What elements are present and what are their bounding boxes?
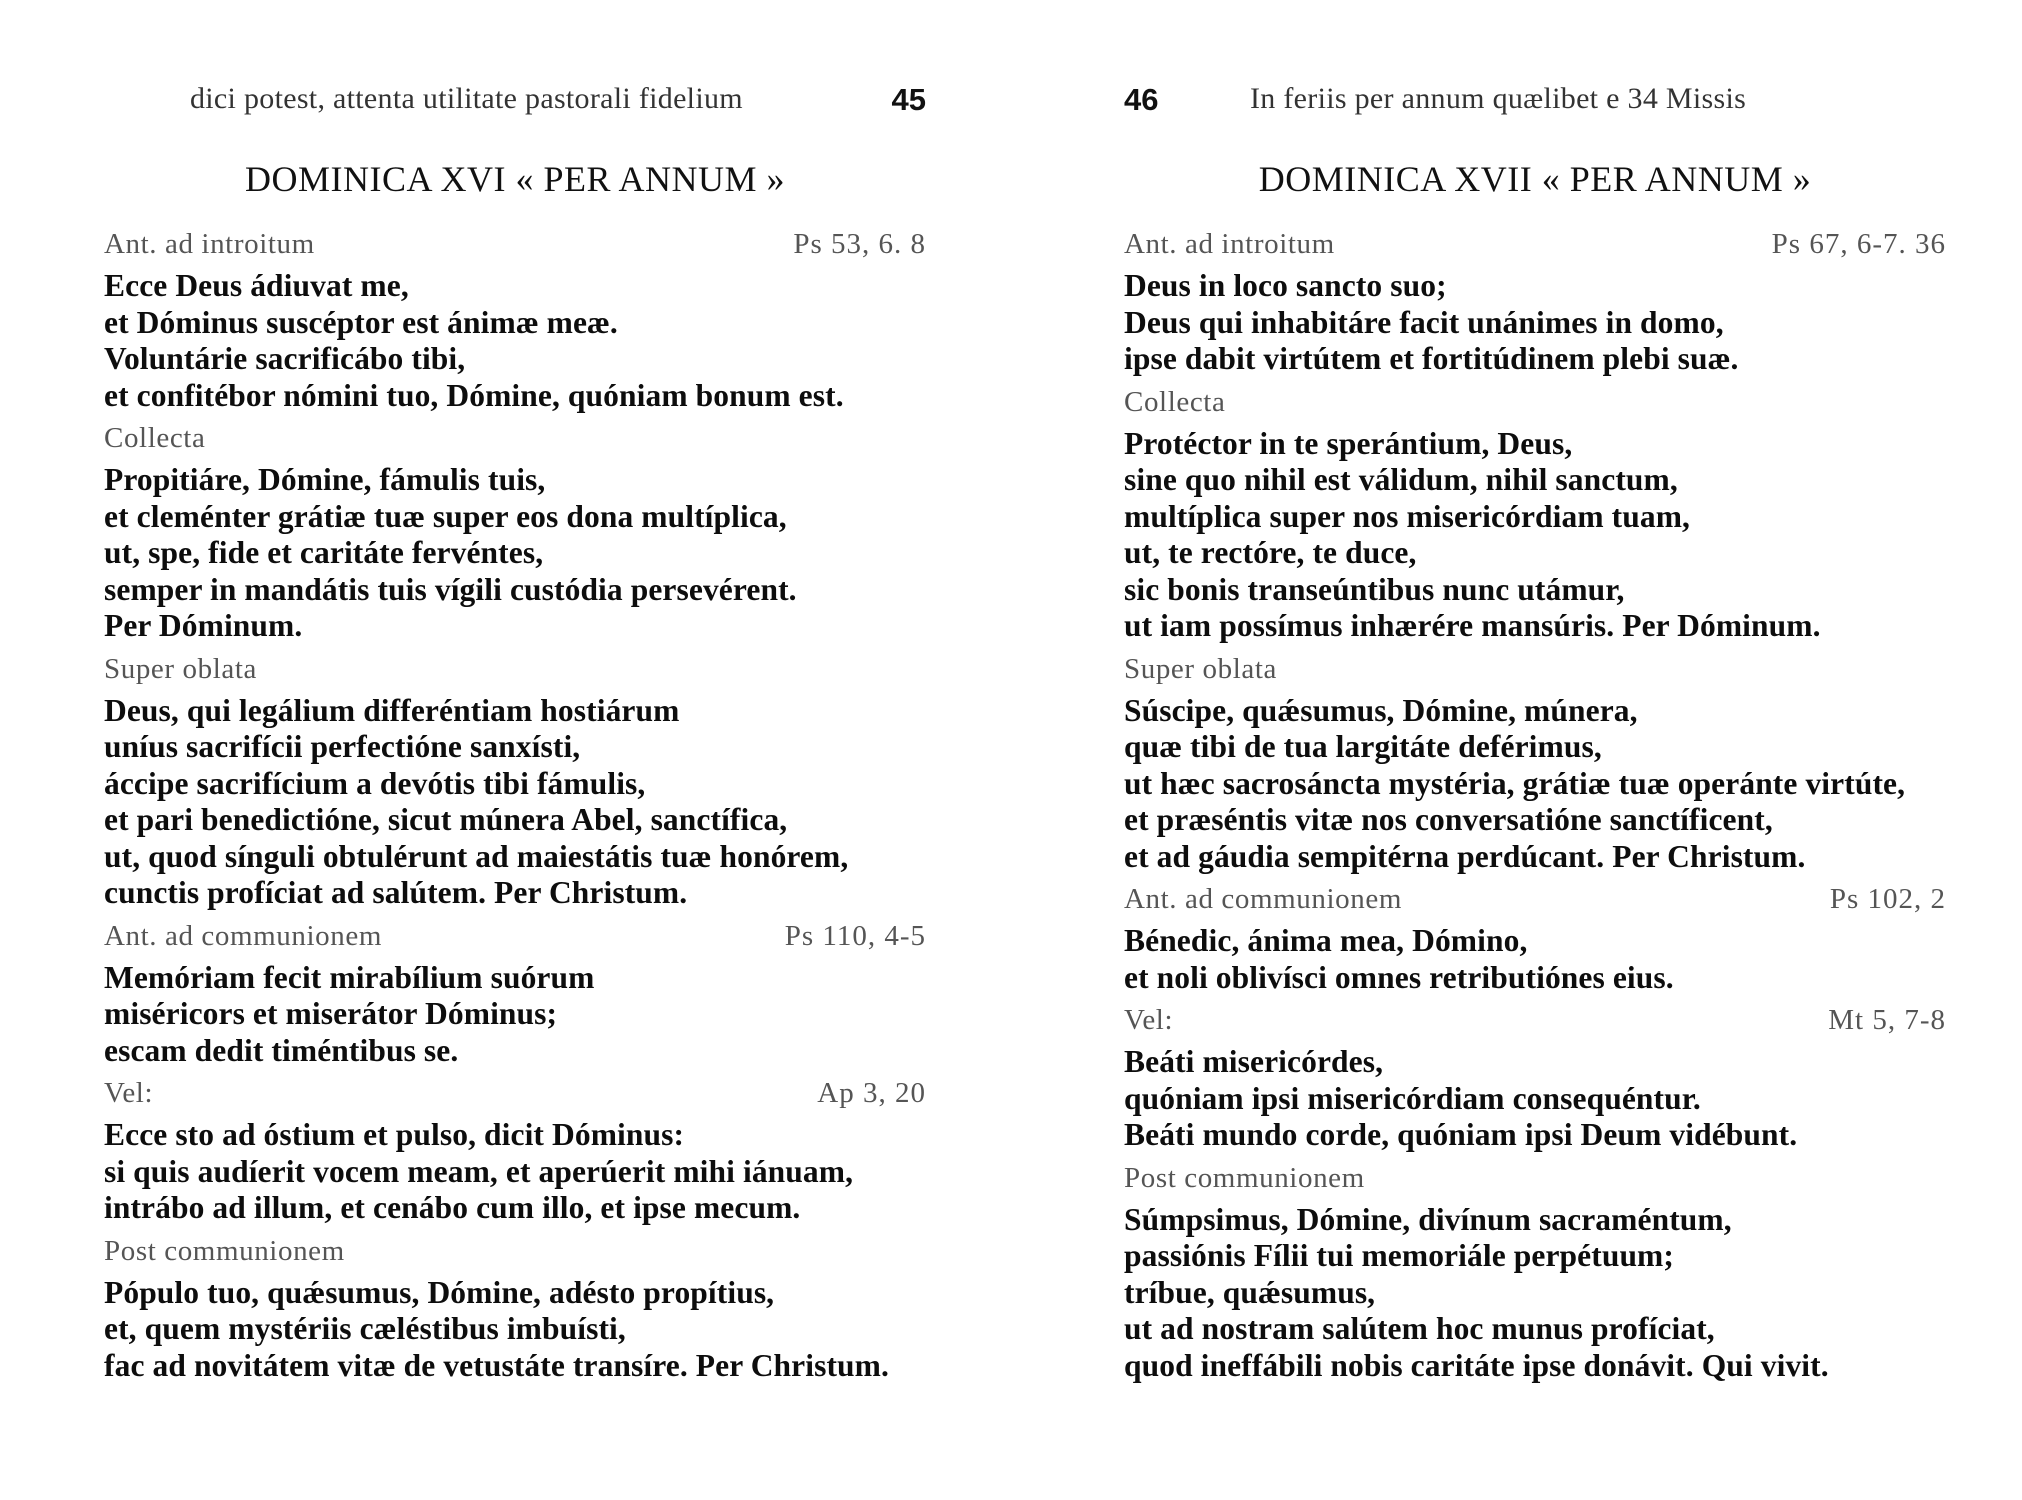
section-header (104, 420, 926, 462)
section-header (1124, 1002, 1946, 1044)
scripture-reference: Ps 67, 6-7. 36 (1771, 228, 1946, 260)
text-line: cunctis profíciat ad salútem. Per Christum. (104, 875, 688, 910)
text-line: sine quo nihil est válidum, nihil sanctum, (1124, 462, 1678, 497)
section (104, 420, 926, 645)
text-line: fac ad novitátem vitæ de vetustáte transíre. Per Christum. (104, 1347, 889, 1383)
text-line: Pópulo tuo, quǽsumus, Dómine, adésto propítius, (104, 1274, 775, 1310)
text-line: ut iam possímus inhærére mansúris. Per Dóminum. (1124, 608, 1821, 643)
section (104, 1075, 926, 1227)
text-line: quod ineffábili nobis caritáte ipse donávit. Qui vivit. (1124, 1347, 1829, 1383)
section (104, 226, 926, 414)
section (1124, 226, 1946, 378)
text-line: et confitébor nómini tuo, Dómine, quóniam bonum est. (104, 377, 844, 413)
scripture-reference: Ps 53, 6. 8 (793, 228, 926, 260)
text-line: Deus, qui legálium differéntiam hostiárum (104, 692, 680, 728)
section-header (104, 1233, 926, 1275)
text-line: miséricors et miserátor Dóminus; (104, 996, 558, 1031)
page-title: DOMINICA XVI « PER ANNUM » (244, 159, 786, 199)
text-line: et, quem mystériis cæléstibus imbuísti, (104, 1311, 626, 1346)
right-page (1124, 0, 1946, 1500)
page-body (1124, 226, 1946, 1390)
text-line: Bénedic, ánima mea, Dómino, (1124, 923, 1528, 958)
section (1124, 1160, 1946, 1385)
section-header (104, 918, 926, 960)
section-label: Collecta (1124, 385, 1226, 418)
text-line: Beáti mundo corde, quóniam ipsi Deum vidébunt. (1124, 1117, 1798, 1152)
section-label: Ant. ad introitum (104, 228, 315, 260)
running-head-text: In feriis per annum quælibet e 34 Missis (1250, 82, 1747, 115)
section-label: Ant. ad introitum (1124, 228, 1335, 260)
page-number: 45 (891, 82, 926, 117)
text-line: semper in mandátis tuis vígili custódia persevérent. (104, 571, 797, 607)
page-body (104, 226, 926, 1390)
scripture-reference: Ps 110, 4-5 (784, 919, 926, 952)
page-title: DOMINICA XVII « PER ANNUM » (1258, 159, 1812, 199)
text-line: escam dedit timéntibus se. (104, 1032, 459, 1068)
section-label: Ant. ad communionem (104, 919, 382, 952)
section-label: Vel: (1124, 1004, 1174, 1036)
text-line: passiónis Fílii tui memoriále perpétuum; (1124, 1238, 1674, 1273)
text-line: et noli oblivísci omnes retributiónes eius. (1124, 959, 1674, 995)
text-line: uníus sacrifícii perfectióne sanxísti, (104, 729, 581, 764)
text-line: Súscipe, quǽsumus, Dómine, múnera, (1124, 692, 1638, 728)
text-line: ut hæc sacrosáncta mystéria, grátiæ tuæ operánte virtúte, (1124, 765, 1906, 801)
text-line: Voluntárie sacrificábo tibi, (104, 341, 466, 376)
text-line: Protéctor in te sperántium, Deus, (1124, 425, 1573, 461)
text-line: multíplica super nos misericórdiam tuam, (1124, 498, 1691, 534)
section-label: Ant. ad communionem (1124, 883, 1402, 915)
section-label: Super oblata (104, 652, 257, 685)
text-line: Deus qui inhabitáre facit unánimes in domo, (1124, 304, 1724, 340)
scripture-reference: Ap 3, 20 (817, 1077, 926, 1109)
section-header (104, 651, 926, 693)
left-page (104, 0, 926, 1500)
text-line: Súmpsimus, Dómine, divínum sacraméntum, (1124, 1201, 1732, 1237)
section (1124, 651, 1946, 876)
section-header (1124, 226, 1946, 268)
text-line: Ecce sto ad óstium et pulso, dicit Dóminus: (104, 1117, 685, 1152)
section-header (104, 226, 926, 268)
text-line: sic bonis transeúntibus nunc utámur, (1124, 571, 1625, 607)
text-line: intrábo ad illum, et cenábo cum illo, et ipse mecum. (104, 1190, 801, 1225)
section (1124, 384, 1946, 645)
section-label: Vel: (104, 1077, 154, 1109)
text-line: ipse dabit virtútem et fortitúdinem plebi suæ. (1124, 341, 1739, 376)
running-head (104, 82, 926, 122)
text-line: quæ tibi de tua largitáte deférimus, (1124, 729, 1602, 764)
text-line: Deus in loco sancto suo; (1124, 268, 1447, 303)
text-line: Memóriam fecit mirabílium suórum (104, 959, 595, 995)
text-line: ut, te rectóre, te duce, (1124, 535, 1417, 570)
text-line: et ad gáudia sempitérna perdúcant. Per Christum. (1124, 838, 1806, 874)
text-line: et præséntis vitæ nos conversatióne sanctíficent, (1124, 802, 1773, 837)
text-line: ut, spe, fide et caritáte fervéntes, (104, 535, 544, 570)
section (1124, 1002, 1946, 1154)
section-header (1124, 881, 1946, 923)
text-line: et cleménter grátiæ tuæ super eos dona multíplica, (104, 498, 787, 534)
text-line: áccipe sacrifícium a devótis tibi fámulis, (104, 765, 646, 801)
running-head-text: dici potest, attenta utilitate pastorali fidelium (190, 82, 743, 115)
running-head (1124, 82, 1946, 122)
section (104, 651, 926, 912)
text-line: et Dóminus suscéptor est ánimæ meæ. (104, 304, 618, 340)
text-line: si quis audíerit vocem meam, et aperúerit mihi iánuam, (104, 1153, 854, 1189)
section (1124, 881, 1946, 996)
page-number: 46 (1124, 82, 1159, 117)
section-label: Collecta (104, 422, 206, 454)
text-line: Per Dóminum. (104, 608, 303, 643)
section-header (1124, 1160, 1946, 1202)
scripture-reference: Ps 102, 2 (1829, 883, 1946, 915)
text-line: quóniam ipsi misericórdiam consequéntur. (1124, 1080, 1701, 1116)
text-line: et pari benedictióne, sicut múnera Abel, sanctífica, (104, 802, 788, 837)
section-header (104, 1075, 926, 1117)
scripture-reference: Mt 5, 7-8 (1828, 1004, 1946, 1036)
section-label: Post communionem (104, 1234, 345, 1267)
section-label: Post communionem (1124, 1161, 1365, 1194)
section-label: Super oblata (1124, 652, 1277, 685)
section (104, 918, 926, 1070)
section-header (1124, 651, 1946, 693)
text-line: Beáti misericórdes, (1124, 1044, 1384, 1079)
section (104, 1233, 926, 1385)
section-header (1124, 384, 1946, 426)
text-line: Propitiáre, Dómine, fámulis tuis, (104, 462, 546, 497)
text-line: ut ad nostram salútem hoc munus profíciat, (1124, 1311, 1715, 1346)
text-line: ut, quod sínguli obtulérunt ad maiestátis tuæ honórem, (104, 838, 849, 874)
text-line: tríbue, quǽsumus, (1124, 1274, 1376, 1310)
text-line: Ecce Deus ádiuvat me, (104, 268, 409, 303)
